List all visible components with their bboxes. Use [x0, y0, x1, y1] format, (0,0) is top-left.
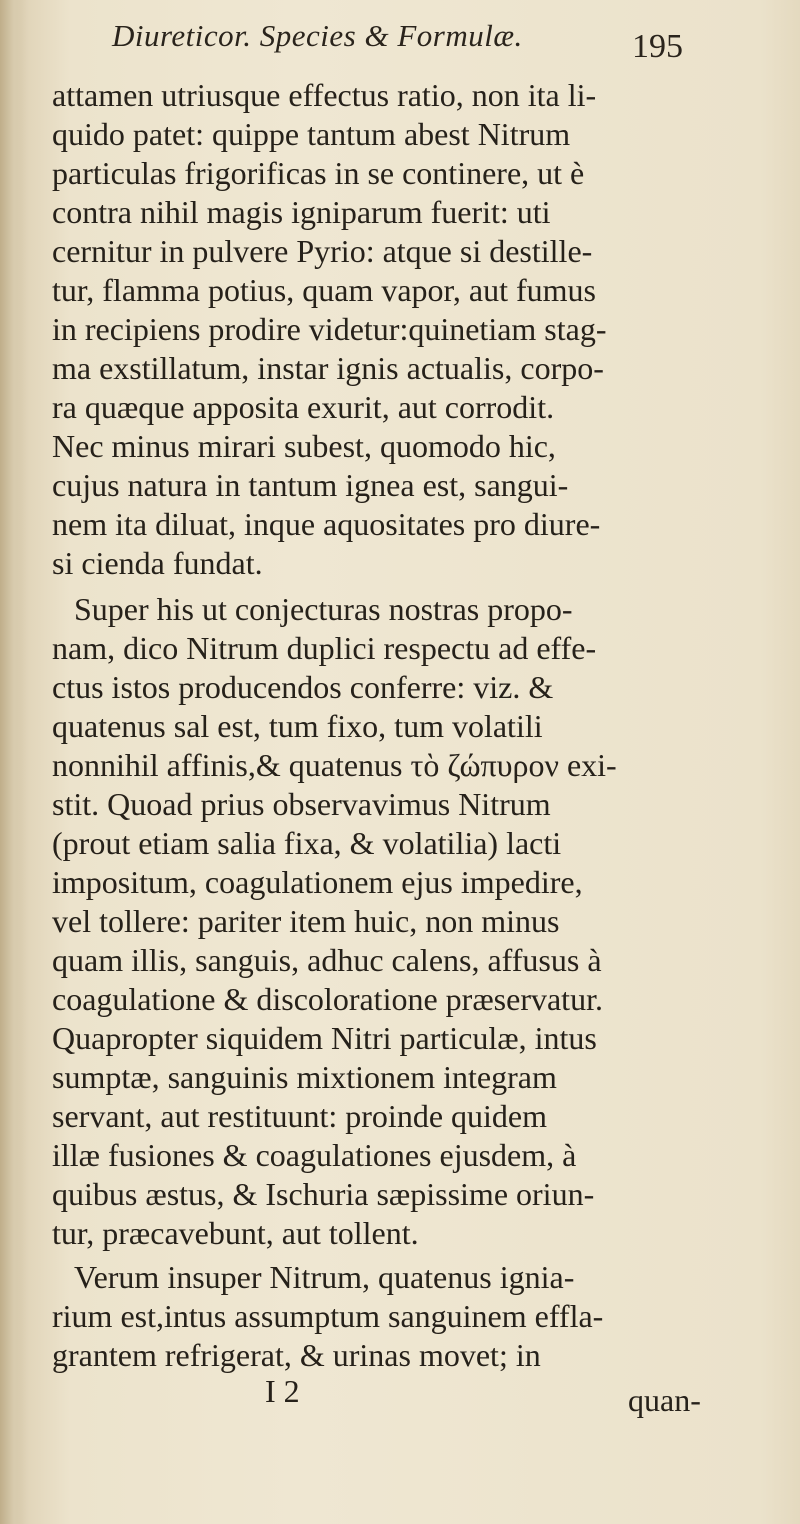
text-line: nonnihil affinis,& quatenus τὸ ζώπυρον exi- [52, 747, 617, 783]
text-line: coagulatione & discoloratione præservatur. [52, 981, 603, 1017]
text-line: attamen utriusque effectus ratio, non ita li- [52, 77, 597, 113]
text-line: quibus æstus, & Ischuria sæpissime oriun- [52, 1176, 595, 1212]
text-line: rium est,intus assumptum sanguinem effla- [52, 1298, 604, 1334]
text-line: illæ fusiones & coagulationes ejusdem, à [52, 1137, 577, 1173]
text-line: Verum insuper Nitrum, quatenus ignia- [74, 1259, 575, 1295]
text-line: ra quæque apposita exurit, aut corrodit. [52, 389, 555, 425]
text-line: cernitur in pulvere Pyrio: atque si destille- [52, 233, 593, 269]
catchword: quan- [628, 1382, 701, 1418]
text-line: si cienda fundat. [52, 545, 263, 581]
text-line: sumptæ, sanguinis mixtionem integram [52, 1059, 557, 1095]
text-line: contra nihil magis igniparum fuerit: uti [52, 194, 551, 230]
text-line: cujus natura in tantum ignea est, sangui- [52, 467, 569, 503]
text-line: quam illis, sanguis, adhuc calens, affusus à [52, 942, 602, 978]
text-line: tur, flamma potius, quam vapor, aut fumus [52, 272, 596, 308]
page-number: 195 [632, 28, 683, 65]
running-head-title: Diureticor. Species & Formulæ. [112, 18, 523, 53]
text-line: quatenus sal est, tum fixo, tum volatili [52, 708, 543, 744]
text-line: (prout etiam salia fixa, & volatilia) lacti [52, 825, 562, 861]
text-line: Super his ut conjecturas nostras propo- [74, 591, 573, 627]
text-line: in recipiens prodire videtur:quinetiam stag- [52, 311, 607, 347]
text-line: impositum, coagulationem ejus impedire, [52, 864, 583, 900]
text-line: nam, dico Nitrum duplici respectu ad effe- [52, 630, 597, 666]
text-line: Quapropter siquidem Nitri particulæ, intus [52, 1020, 597, 1056]
page-gutter-shadow [0, 0, 26, 1524]
text-line: vel tollere: pariter item huic, non minus [52, 903, 560, 939]
text-line: grantem refrigerat, & urinas movet; in [52, 1337, 541, 1373]
text-line: servant, aut restituunt: proinde quidem [52, 1098, 547, 1134]
text-line: tur, præcavebunt, aut tollent. [52, 1215, 419, 1251]
text-line: particulas frigorificas in se continere, ut è [52, 155, 585, 191]
text-line: nem ita diluat, inque aquositates pro diure- [52, 506, 601, 542]
text-line: quido patet: quippe tantum abest Nitrum [52, 116, 571, 152]
text-line: ma exstillatum, instar ignis actualis, corpo- [52, 350, 604, 386]
text-line: ctus istos producendos conferre: viz. & [52, 669, 554, 705]
text-line: stit. Quoad prius observavimus Nitrum [52, 786, 551, 822]
signature-mark: I 2 [265, 1373, 300, 1409]
text-line: Nec minus mirari subest, quomodo hic, [52, 428, 556, 464]
